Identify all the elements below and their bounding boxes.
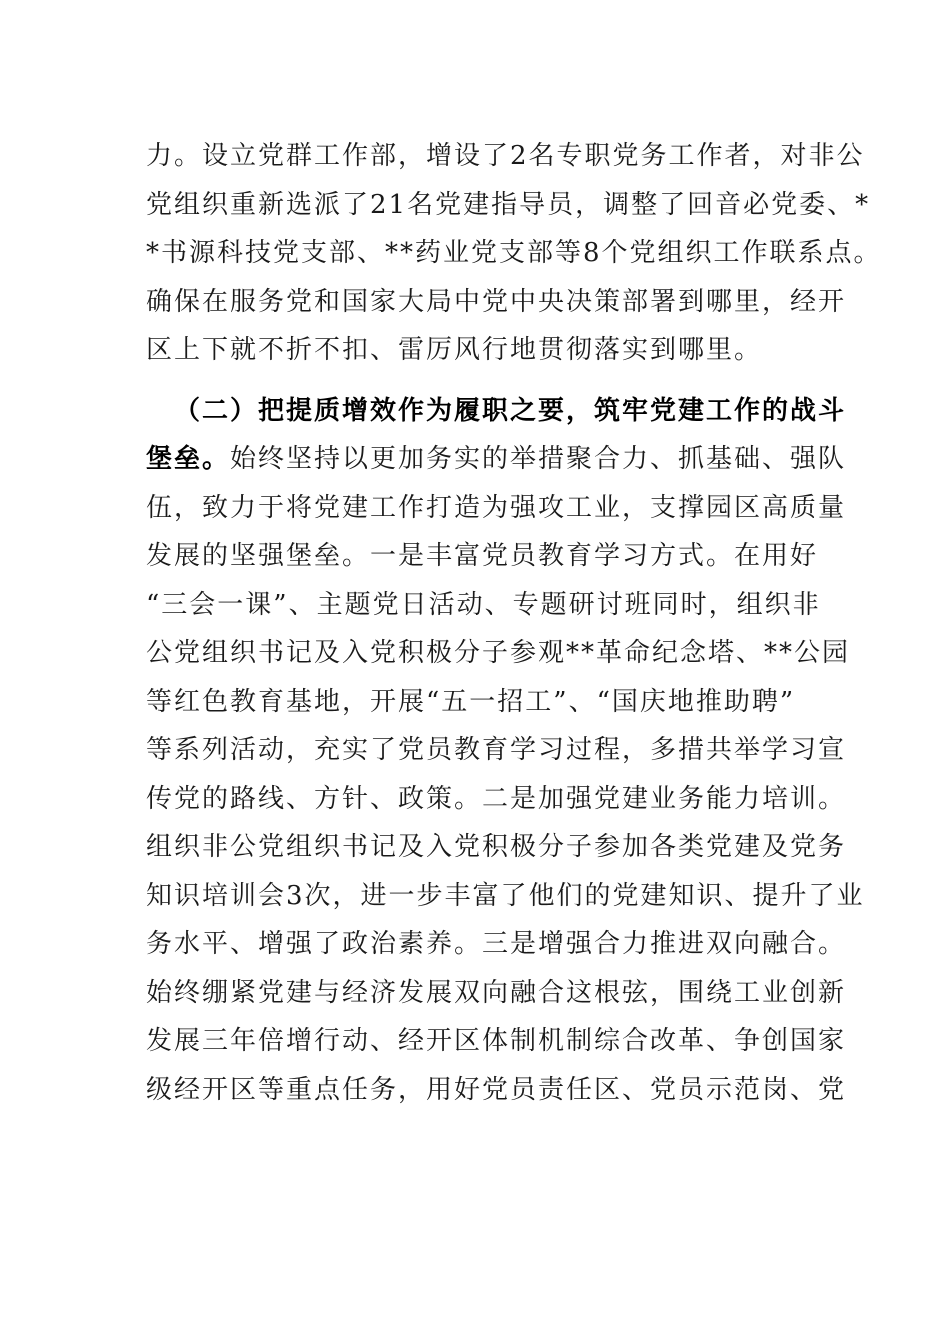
body-line: 等系列活动，充实了党员教育学习过程，多措共举学习宣	[146, 735, 847, 765]
body-line: 组织非公党组织书记及入党积极分子参加各类党建及党务	[146, 832, 847, 862]
body-line: 党组织重新选派了21名党建指导员，调整了回音必党委、*	[146, 189, 871, 220]
body-line: 知识培训会3次，进一步丰富了他们的党建知识、提升了业	[146, 880, 865, 911]
body-line: 确保在服务党和国家大局中党中央决策部署到哪里，经开	[146, 286, 847, 317]
body-line: 级经开区等重点任务，用好党员责任区、党员示范岗、党	[146, 1074, 847, 1105]
body-line: *书源科技党支部、**药业党支部等8个党组织工作联系点。	[146, 238, 882, 268]
body-text: 始终坚持以更加务实的举措聚合力、抓基础、强队	[230, 444, 847, 474]
body-line: 始终绷紧党建与经济发展双向融合这根弦，围绕工业创新	[146, 977, 847, 1008]
heading-continuation-line	[146, 435, 847, 484]
body-line: 务水平、增强了政治素养。三是增强合力推进双向融合。	[146, 929, 847, 959]
body-line: 力。设立党群工作部，增设了2名专职党务工作者，对非公	[146, 141, 865, 171]
section-heading: （二）把提质增效作为履职之要，筑牢党建工作的战斗	[174, 395, 847, 426]
body-line: 发展的坚强堡垒。一是丰富党员教育学习方式。在用好	[146, 541, 819, 571]
body-line: 传党的路线、方针、政策。二是加强党建业务能力培训。	[146, 783, 847, 814]
paragraph-gap	[146, 375, 826, 387]
body-line: 等红色教育基地，开展“五一招工”、“国庆地推助聘”	[146, 686, 796, 717]
body-line: 发展三年倍增行动、经开区体制机制综合改革、争创国家	[146, 1026, 847, 1056]
body-line: 公党组织书记及入党积极分子参观**革命纪念塔、**公园	[146, 638, 851, 668]
document-body	[146, 132, 882, 1114]
body-line: 区上下就不折不扣、雷厉风行地贯彻落实到哪里。	[146, 335, 763, 365]
section-heading-tail: 堡垒。	[146, 444, 231, 474]
body-line: 伍，致力于将党建工作打造为强攻工业，支撑园区高质量	[146, 492, 847, 523]
body-line: “三会一课”、主题党日活动、专题研讨班同时，组织非	[146, 589, 821, 620]
